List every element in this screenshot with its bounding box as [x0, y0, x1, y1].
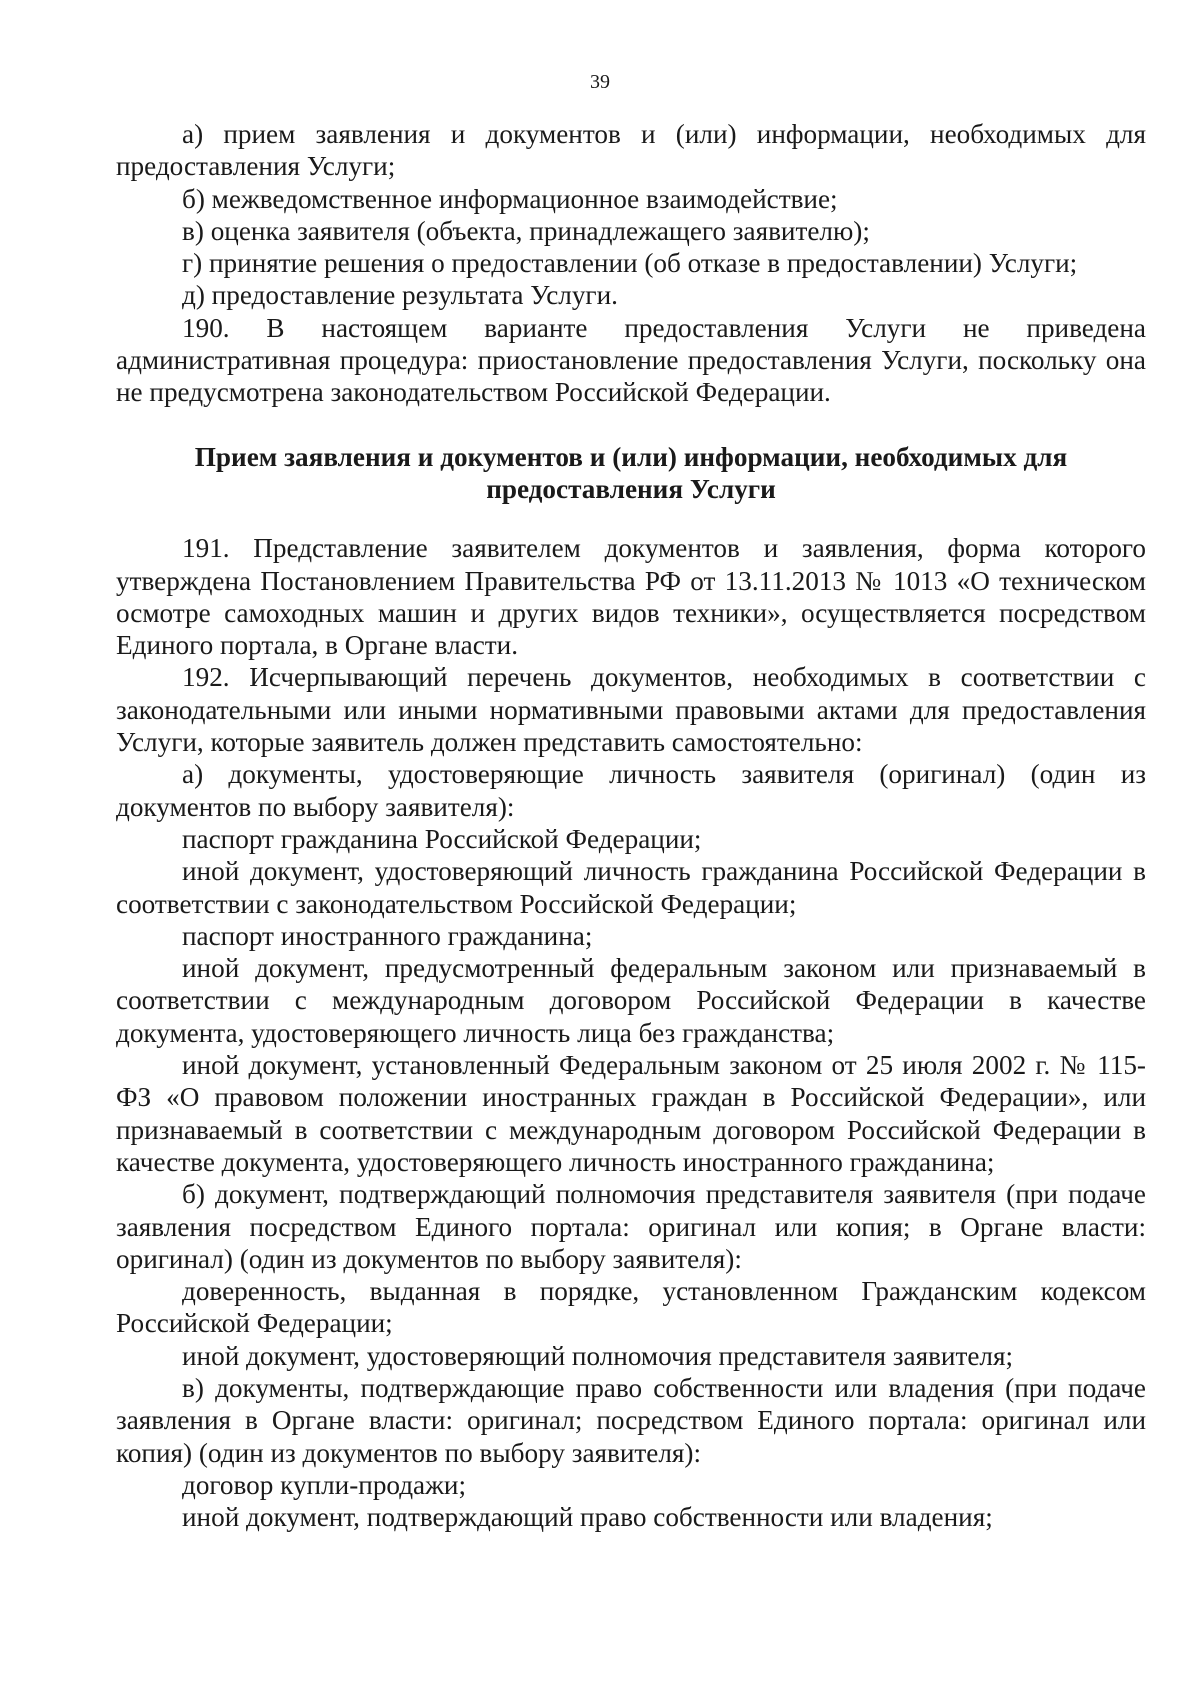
list-item-foreign-citizen-id: иной документ, установленный Федеральным законом от 25 июля 2002 г. № 115-ФЗ «О правовом положении иностранных граждан в Российской Федерации», или признаваемый в соответствии с международным договором Российской Федерации в качестве документа, удостоверяющего личность иностранного гражданина; — [116, 1050, 1146, 1177]
list-item-a: а) прием заявления и документов и (или) информации, необходимых для предоставления Услуги; — [116, 119, 1146, 182]
list-item-d: д) предоставление результата Услуги. — [182, 280, 618, 311]
list-item-v-ownership-docs: в) документы, подтверждающие право собственности или владения (при подаче заявления в Органе власти: оригинал; посредством Единого портала: оригинал или копия) (один из документов по выбору заявителя): — [116, 1372, 1146, 1468]
section-heading-line-2: предоставления Услуги — [486, 473, 776, 504]
section-heading — [116, 441, 1146, 506]
list-item-b: б) межведомственное информационное взаимодействие; — [182, 183, 838, 214]
list-item-sale-contract: договор купли-продажи; — [182, 1469, 467, 1500]
paragraph-192: 192. Исчерпывающий перечень документов, необходимых в соответствии с законодательными или иными нормативными правовыми актами для предоставления Услуги, которые заявитель должен представить самостоятельно: — [116, 662, 1146, 758]
list-item-power-of-attorney: доверенность, выданная в порядке, установленном Гражданским кодексом Российской Федерации; — [116, 1276, 1146, 1339]
list-item-a-identity-docs: а) документы, удостоверяющие личность заявителя (оригинал) (один из документов по выбору заявителя): — [116, 759, 1146, 822]
page-content — [116, 118, 1146, 1533]
list-item-other-authority-doc: иной документ, удостоверяющий полномочия представителя заявителя; — [182, 1340, 1014, 1371]
list-item-v: в) оценка заявителя (объекта, принадлежащего заявителю); — [182, 215, 870, 246]
list-item-b-authority-docs: б) документ, подтверждающий полномочия представителя заявителя (при подаче заявления посредством Единого портала: оригинал или копия; в Органе власти: оригинал) (один из документов по выбору заявителя): — [116, 1179, 1146, 1274]
paragraph-190: 190. В настоящем варианте предоставления Услуги не приведена административная процедура: приостановление предоставления Услуги, поскольку она не предусмотрена законодательством Российской Федерации. — [116, 312, 1146, 408]
list-item-other-ownership-doc: иной документ, подтверждающий право собственности или владения; — [182, 1502, 993, 1533]
list-item-foreign-passport: паспорт иностранного гражданина; — [182, 920, 593, 951]
list-item-stateless-id: иной документ, предусмотренный федеральным законом или признаваемый в соответствии с международным договором Российской Федерации в качестве документа, удостоверяющего личность лица без гражданства; — [116, 953, 1146, 1048]
page-number: 39 — [590, 71, 610, 93]
section-heading-line-1: Прием заявления и документов и (или) информации, необходимых для — [194, 441, 1068, 472]
list-item-other-id-rf: иной документ, удостоверяющий личность гражданина Российской Федерации в соответствии с законодательством Российской Федерации; — [116, 856, 1146, 919]
list-item-passport-rf: паспорт гражданина Российской Федерации; — [182, 823, 702, 854]
list-item-g: г) принятие решения о предоставлении (об отказе в предоставлении) Услуги; — [182, 248, 1078, 279]
paragraph-191: 191. Представление заявителем документов и заявления, форма которого утверждена Постановлением Правительства РФ от 13.11.2013 № 1013 «О техническом осмотре самоходных машин и других видов техники», осуществляется посредством Единого портала, в Органе власти. — [116, 533, 1146, 661]
